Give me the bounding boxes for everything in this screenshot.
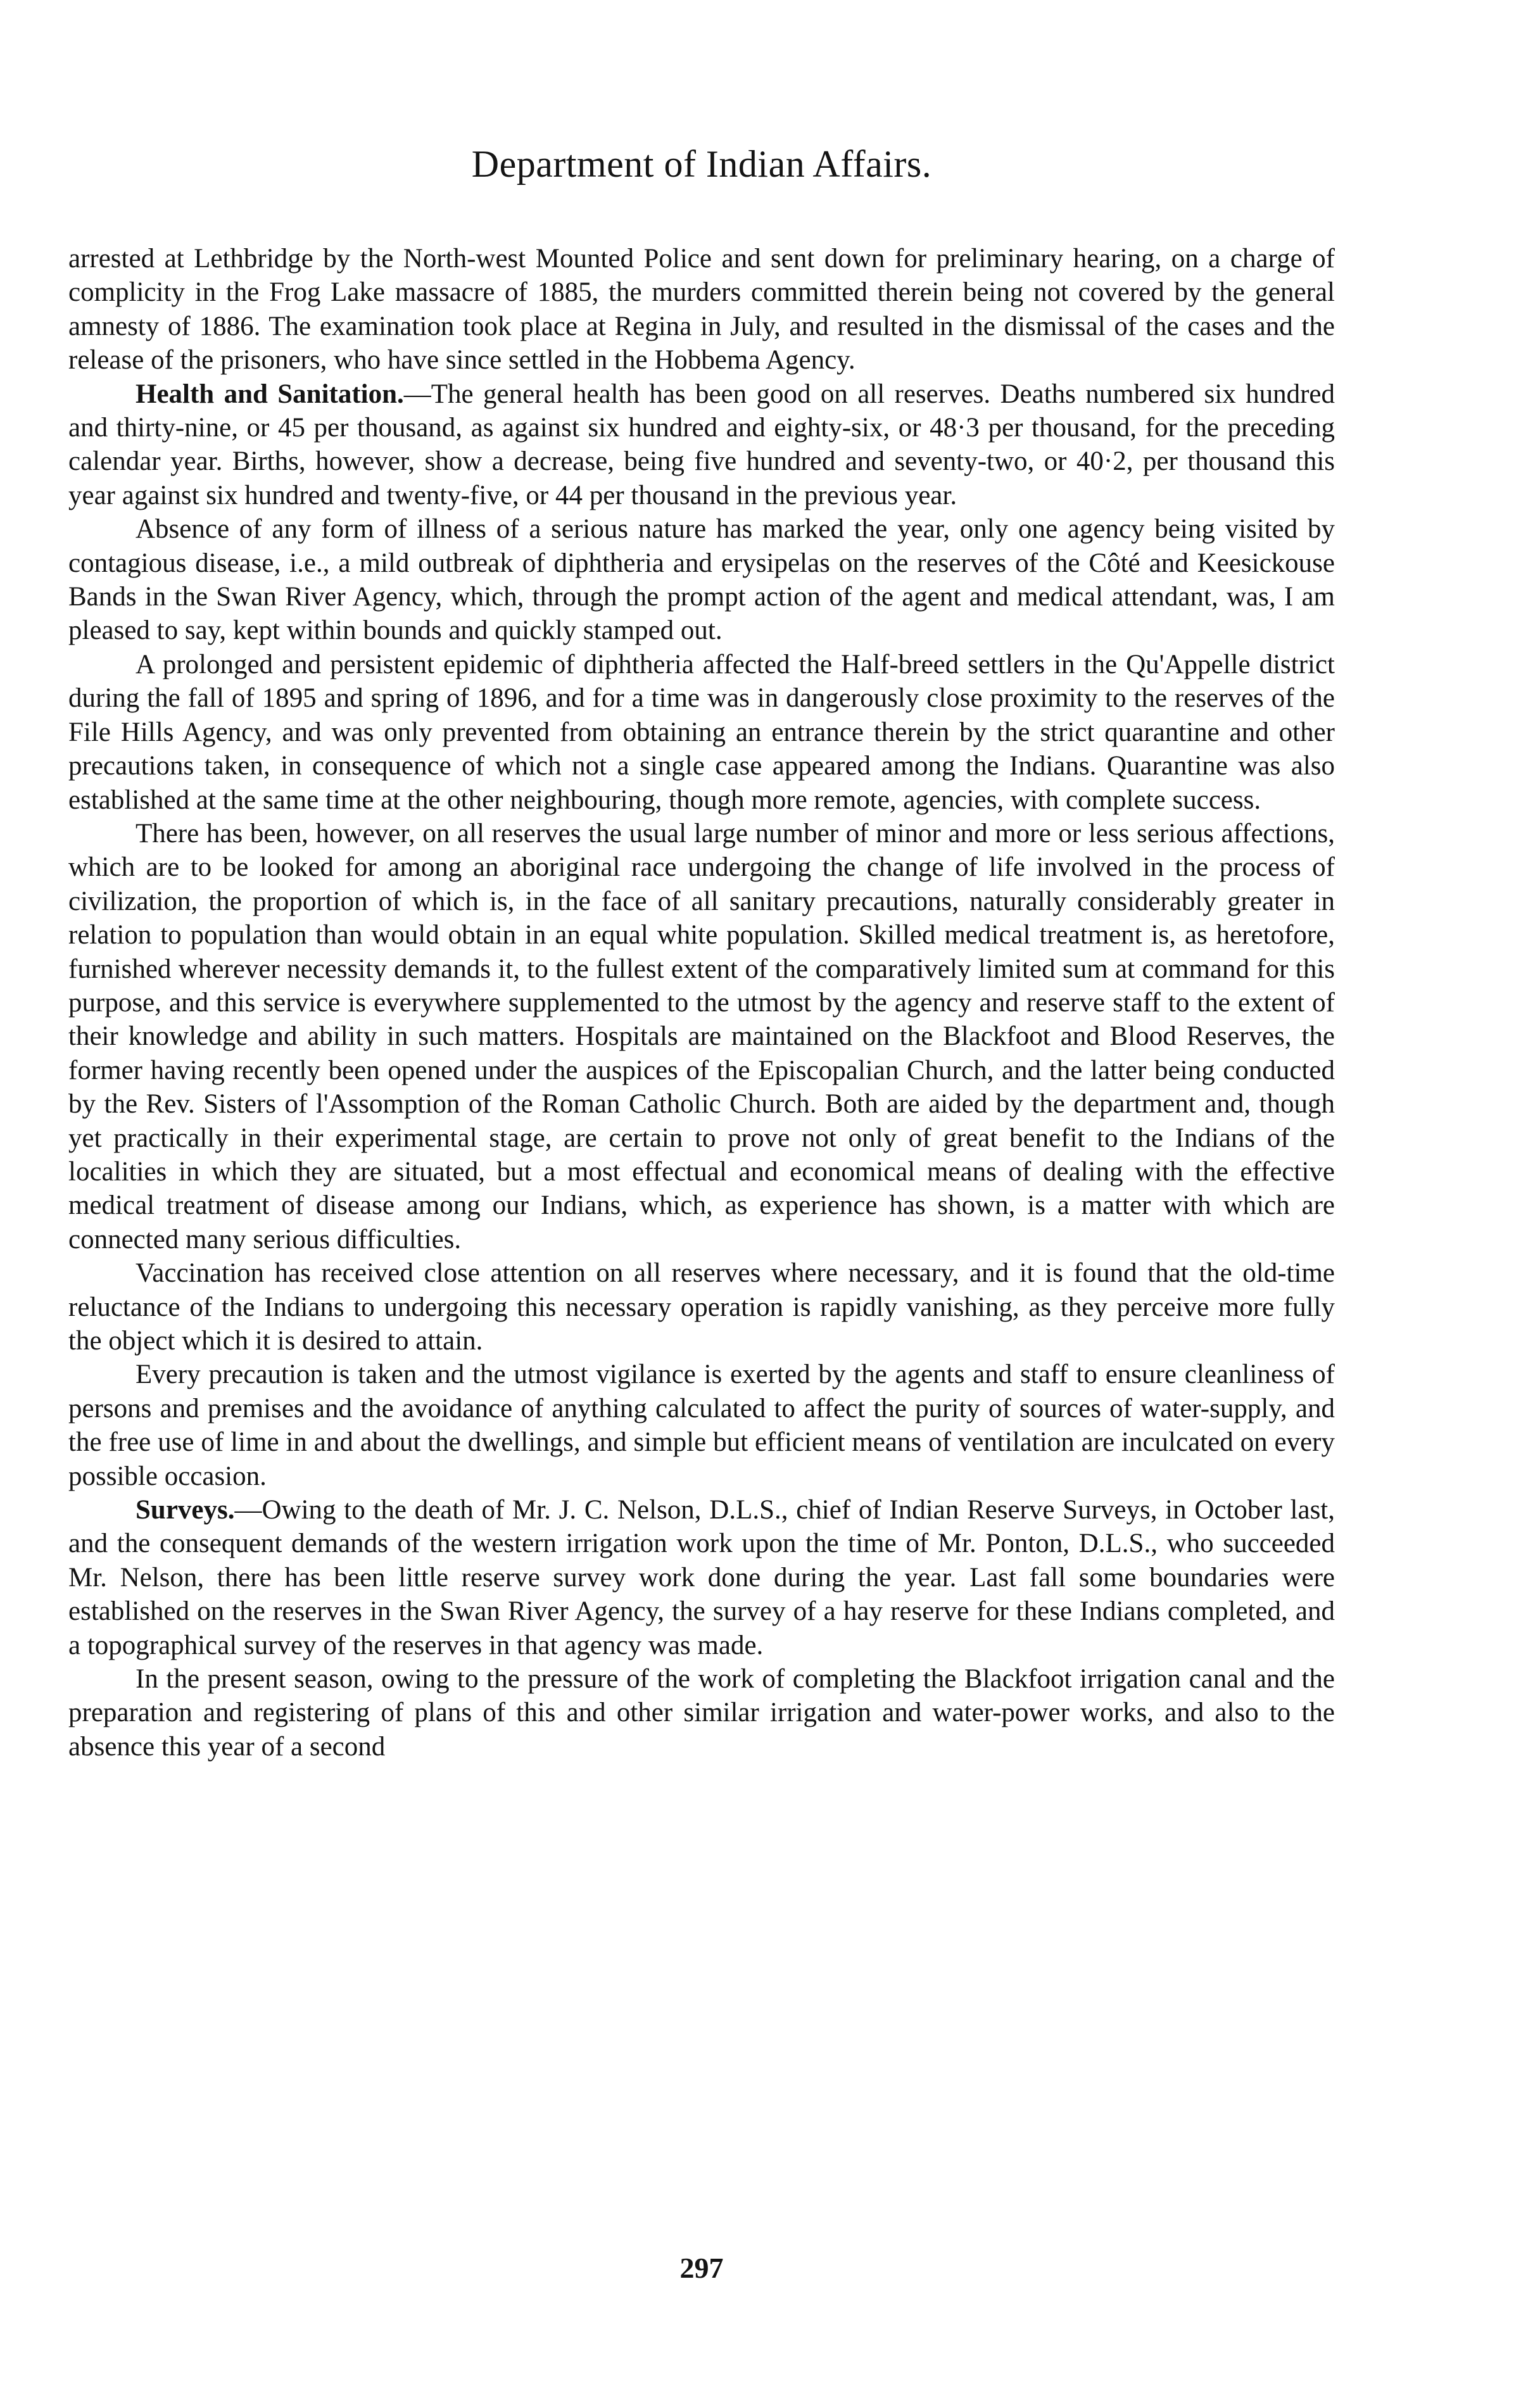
paragraph-text: Every precaution is taken and the utmost vigilance is exerted by the agents and staff to ensure cleanliness of persons and premises and the avoidance of anything calculated to affect the purity of sources of water-supply, and the free use of lime in and about the dwellings, and simple but efficient means of ventilation are inculcated on every possible occasion. [68,1360,1335,1491]
document-page [68,0,1335,2386]
paragraph-text: There has been, however, on all reserves the usual large number of minor and more or less serious affections, which are to be looked for among an aboriginal race undergoing the change of life involved in the process of civilization, the proportion of which is, in the face of all sanitary precautions, naturally considerably greater in relation to population than would obtain in an equal white population. Skilled medical treatment is, as heretofore, furnished wherever necessity demands it, to the fullest extent of the comparatively limited sum at command for this purpose, and this service is everywhere supplemented to the utmost by the agency and reserve staff to the extent of their knowledge and ability in such matters. Hospitals are maintained on the Blackfoot and Blood Reserves, the former having recently been opened under the auspices of the Episcopalian Church, and the latter being conducted by the Rev. Sisters of l'Assomption of the Roman Catholic Church. Both are aided by the department and, though yet practically in their experimental stage, are certain to prove not only of great benefit to the Indians of the localities in which they are situated, but a most effectual and economical means of dealing with the effective medical treatment of disease among our Indians, which, as experience has shown, is a matter with which are connected many serious difficulties. [68,818,1335,1254]
paragraph-text: A prolonged and persistent epidemic of diphtheria affected the Half-breed settlers in the Qu'Appelle district during the fall of 1895 and spring of 1896, and for a time was in dangerously close proximity to the reserves of the File Hills Agency, and was only prevented from obtaining an entrance therein by the strict quarantine and other precautions taken, in consequence of which not a single case appeared among the Indians. Quarantine was also established at the same time at the other neighbouring, though more remote, agencies, with complete success. [68,649,1335,815]
paragraph-diphtheria-epidemic [68,648,1335,817]
paragraph-prisoners [68,242,1335,377]
paragraph-health-and-sanitation [68,377,1335,513]
page-number: 297 [679,2252,724,2284]
paragraph-present-season [68,1662,1335,1764]
paragraph-text: —Owing to the death of Mr. J. C. Nelson, D.L.S., chief of Indian Reserve Surveys, in October last, and the consequent demands of the western irrigation work upon the time of Mr. Ponton, D.L.S., who succeeded Mr. Nelson, there has been little reserve survey work done during the year. Last fall some boundaries were established on the reserves in the Swan River Agency, the survey of a hay reserve for these Indians completed, and a topographical survey of the reserves in that agency was made. [68,1495,1335,1660]
paragraph-text: In the present season, owing to the pressure of the work of completing the Blackfoot irrigation canal and the preparation and registering of plans of this and other similar irrigation and water-power works, and also to the absence this year of a second [68,1664,1335,1762]
paragraph-medical-treatment [68,817,1335,1256]
paragraph-surveys [68,1493,1335,1662]
section-heading-surveys: Surveys. [136,1495,235,1525]
paragraph-text: Vaccination has received close attention on all reserves where necessary, and it is found that the old-time reluctance of the Indians to undergoing this necessary operation is rapidly vanishing, as they perceive more fully the object which it is desired to attain. [68,1258,1335,1356]
paragraph-text: arrested at Lethbridge by the North-west Mounted Police and sent down for preliminary hearing, on a charge of complicity in the Frog Lake massacre of 1885, the murders committed therein being not covered by the general amnesty of 1886. The examination took place at Regina in July, and resulted in the dismissal of the cases and the release of the prisoners, who have since settled in the Hobbema Agency. [68,244,1335,376]
running-header: Department of Indian Affairs. [471,143,932,185]
paragraph-text: Absence of any form of illness of a serious nature has marked the year, only one agency being visited by contagious disease, i.e., a mild outbreak of diphtheria and erysipelas on the reserves of the Côté and Keesickouse Bands in the Swan River Agency, which, through the prompt action of the agent and medical attendant, was, I am pleased to say, kept within bounds and quickly stamped out. [68,514,1335,646]
body-text [68,242,1335,1764]
paragraph-text: —The general health has been good on all reserves. Deaths numbered six hundred and thirty-nine, or 45 per thousand, as against six hundred and eighty-six, or 48·3 per thousand, for the preceding calendar year. Births, however, show a decrease, being five hundred and seventy-two, or 40·2, per thousand this year against six hundred and twenty-five, or 44 per thousand in the previous year. [68,379,1335,510]
paragraph-precautions [68,1358,1335,1493]
paragraph-vaccination [68,1256,1335,1358]
section-heading-health: Health and Sanitation. [136,379,404,409]
paragraph-absence-of-illness [68,512,1335,648]
